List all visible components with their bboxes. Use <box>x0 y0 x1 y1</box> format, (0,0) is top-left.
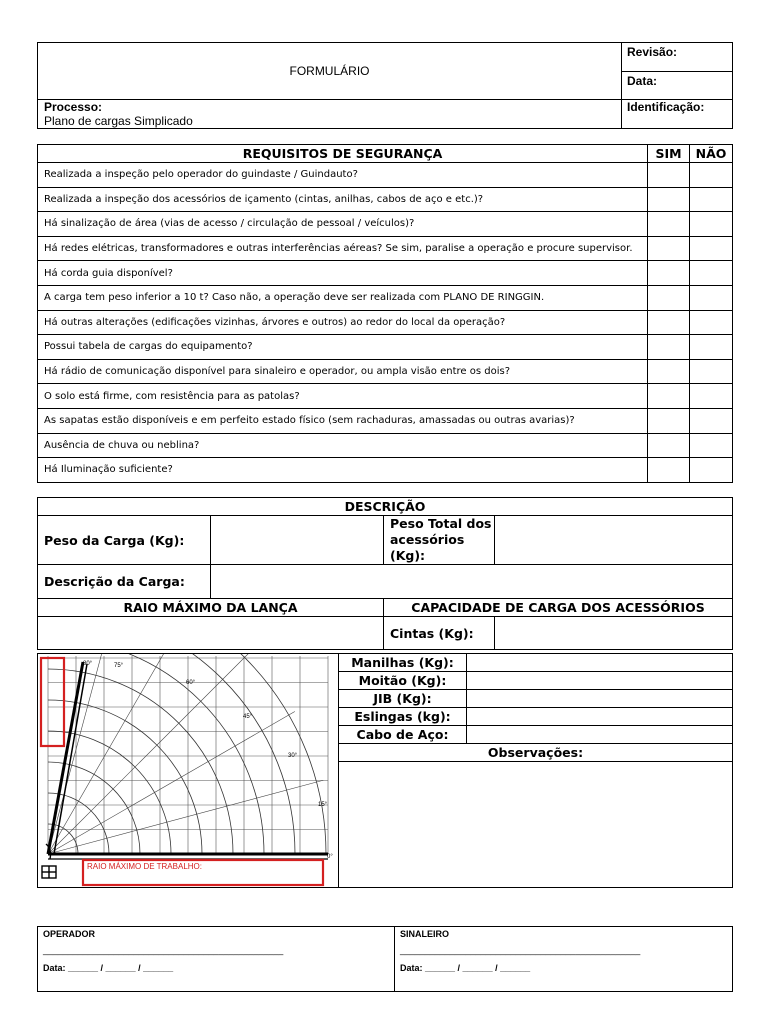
requirement-no-checkbox[interactable] <box>690 285 733 310</box>
total-accessories-field[interactable] <box>495 516 733 565</box>
crane-base-icon <box>42 844 56 878</box>
requirement-row <box>38 261 733 286</box>
requirement-row <box>38 408 733 433</box>
operator-signature-line: ________________________________________________ <box>43 945 284 955</box>
requirement-text: Há rádio de comunicação disponível para sinaleiro e operador, ou ampla visão entre os dois? <box>38 359 648 384</box>
load-chart <box>37 653 339 888</box>
shackles-field[interactable] <box>467 654 733 672</box>
requirement-row <box>38 384 733 409</box>
requirement-no-checkbox[interactable] <box>690 187 733 212</box>
requirement-yes-checkbox[interactable] <box>648 285 690 310</box>
max-radius-field[interactable] <box>38 617 384 650</box>
process-value: Plano de cargas Simplicado <box>44 114 193 128</box>
requirement-no-checkbox[interactable] <box>690 236 733 261</box>
max-radius-heading: RAIO MÁXIMO DA LANÇA <box>38 599 384 617</box>
requirement-row <box>38 285 733 310</box>
description-table <box>37 497 733 650</box>
requirement-row <box>38 433 733 458</box>
signaler-date: Data: ______ / ______ / ______ <box>400 963 531 973</box>
requirement-no-checkbox[interactable] <box>690 408 733 433</box>
date-label: Data: <box>622 72 733 100</box>
requirement-text: Há sinalização de área (vias de acesso / circulação de pessoal / veículos)? <box>38 212 648 237</box>
requirement-row <box>38 212 733 237</box>
jib-label: JIB (Kg): <box>339 690 467 708</box>
requirement-text: Há redes elétricas, transformadores e outras interferências aéreas? Se sim, paralise a operação e procure supervisor. <box>38 236 648 261</box>
requirement-row <box>38 310 733 335</box>
cable-field[interactable] <box>467 726 733 744</box>
operator-label: OPERADOR <box>43 929 96 939</box>
measurements-table <box>338 653 733 888</box>
requirement-yes-checkbox[interactable] <box>648 335 690 360</box>
no-column-header: NÃO <box>690 145 733 163</box>
angle-label-60: 60° <box>186 680 196 686</box>
requirement-yes-checkbox[interactable] <box>648 359 690 384</box>
total-accessories-label: Peso Total dos acessórios (Kg): <box>384 516 495 565</box>
signaler-signature-cell[interactable] <box>395 927 733 992</box>
accessories-capacity-heading: CAPACIDADE DE CARGA DOS ACESSÓRIOS <box>384 599 733 617</box>
process-label: Processo: <box>44 100 103 114</box>
requirement-yes-checkbox[interactable] <box>648 433 690 458</box>
requirements-heading: REQUISITOS DE SEGURANÇA <box>38 145 648 163</box>
header-table <box>37 42 733 129</box>
requirement-no-checkbox[interactable] <box>690 261 733 286</box>
observations-field[interactable] <box>339 762 733 888</box>
identification-label: Identificação: <box>622 100 733 129</box>
requirement-text: Possui tabela de cargas do equipamento? <box>38 335 648 360</box>
requirements-table <box>37 144 733 483</box>
requirement-text: Há outras alterações (edificações vizinhas, árvores e outros) ao redor do local da operação? <box>38 310 648 335</box>
requirement-yes-checkbox[interactable] <box>648 261 690 286</box>
block-field[interactable] <box>467 672 733 690</box>
eslingas-label: Eslingas (kg): <box>339 708 467 726</box>
eslingas-field[interactable] <box>467 708 733 726</box>
requirement-text: O solo está firme, com resistência para as patolas? <box>38 384 648 409</box>
angle-label-80: 80° <box>83 661 93 667</box>
requirement-no-checkbox[interactable] <box>690 359 733 384</box>
process-cell <box>38 100 622 129</box>
requirement-yes-checkbox[interactable] <box>648 458 690 483</box>
angle-label-30: 30° <box>288 753 298 759</box>
load-chart-diagram <box>38 654 338 887</box>
load-weight-label: Peso da Carga (Kg): <box>38 516 211 565</box>
block-label: Moitão (Kg): <box>339 672 467 690</box>
jib-field[interactable] <box>467 690 733 708</box>
requirement-row <box>38 458 733 483</box>
requirement-no-checkbox[interactable] <box>690 458 733 483</box>
requirement-no-checkbox[interactable] <box>690 384 733 409</box>
requirement-yes-checkbox[interactable] <box>648 163 690 188</box>
signature-table <box>37 926 733 992</box>
requirement-text: As sapatas estão disponíveis e em perfeito estado físico (sem rachaduras, amassadas ou outras avarias)? <box>38 408 648 433</box>
requirement-row <box>38 163 733 188</box>
requirement-no-checkbox[interactable] <box>690 433 733 458</box>
requirement-row <box>38 187 733 212</box>
load-description-field[interactable] <box>211 565 733 599</box>
max-height-highlight <box>41 658 64 746</box>
requirement-no-checkbox[interactable] <box>690 310 733 335</box>
load-description-label: Descrição da Carga: <box>38 565 211 599</box>
requirement-yes-checkbox[interactable] <box>648 408 690 433</box>
requirement-row <box>38 335 733 360</box>
requirement-row <box>38 236 733 261</box>
requirement-text: Realizada a inspeção pelo operador do guindaste / Guindauto? <box>38 163 648 188</box>
observations-label: Observações: <box>339 744 733 762</box>
revision-label: Revisão: <box>622 43 733 72</box>
angle-label-15: 15° <box>318 802 328 808</box>
description-heading: DESCRIÇÃO <box>38 498 733 516</box>
requirement-no-checkbox[interactable] <box>690 335 733 360</box>
form-title: FORMULÁRIO <box>38 43 622 100</box>
cable-label: Cabo de Aço: <box>339 726 467 744</box>
requirement-text: Há corda guia disponível? <box>38 261 648 286</box>
operator-date: Data: ______ / ______ / ______ <box>43 963 174 973</box>
operator-signature-cell[interactable] <box>38 927 395 992</box>
requirement-yes-checkbox[interactable] <box>648 384 690 409</box>
requirement-text: Há Iluminação suficiente? <box>38 458 648 483</box>
requirement-yes-checkbox[interactable] <box>648 310 690 335</box>
requirement-no-checkbox[interactable] <box>690 212 733 237</box>
requirement-yes-checkbox[interactable] <box>648 187 690 212</box>
requirement-yes-checkbox[interactable] <box>648 236 690 261</box>
load-weight-field[interactable] <box>211 516 384 565</box>
requirement-row <box>38 359 733 384</box>
requirement-text: Realizada a inspeção dos acessórios de içamento (cintas, anilhas, cabos de aço e etc.)? <box>38 187 648 212</box>
slings-field[interactable] <box>495 617 733 650</box>
signaler-label: SINALEIRO <box>400 929 450 939</box>
slings-label: Cintas (Kg): <box>384 617 495 650</box>
requirement-no-checkbox[interactable] <box>690 163 733 188</box>
yes-column-header: SIM <box>648 145 690 163</box>
requirement-yes-checkbox[interactable] <box>648 212 690 237</box>
max-radius-text: RAIO MÁXIMO DE TRABALHO: <box>87 862 202 871</box>
shackles-label: Manilhas (Kg): <box>339 654 467 672</box>
angle-label-0: 0° <box>327 854 333 860</box>
requirement-text: Ausência de chuva ou neblina? <box>38 433 648 458</box>
signaler-signature-line: ________________________________________________ <box>400 945 641 955</box>
angle-label-45: 45° <box>243 714 253 720</box>
angle-label-75: 75° <box>114 663 124 669</box>
requirement-text: A carga tem peso inferior a 10 t? Caso não, a operação deve ser realizada com PLANO DE RINGGIN. <box>38 285 648 310</box>
